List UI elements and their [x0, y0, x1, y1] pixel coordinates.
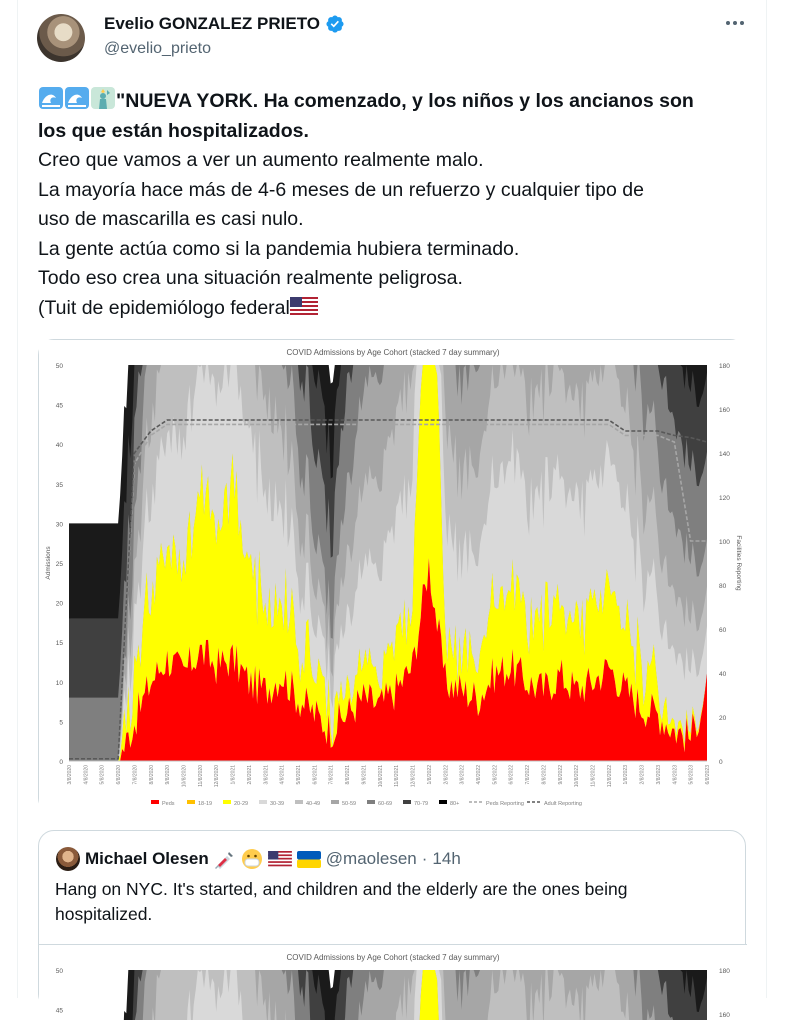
- y2-tick-label: 180: [719, 968, 730, 975]
- y2-tick-label: 100: [719, 539, 730, 546]
- statue-of-liberty-emoji-icon: [90, 86, 116, 110]
- chart-title: COVID Admissions by Age Cohort (stacked 7 day summary): [286, 348, 500, 357]
- legend-label: 18-19: [198, 801, 213, 807]
- x-tick-label: 12/8/2020: [214, 765, 221, 788]
- x-tick-label: 3/8/2020: [67, 765, 73, 785]
- more-options-icon[interactable]: [722, 12, 748, 34]
- tweet-line: [38, 294, 758, 324]
- covid-admissions-chart-preview: [39, 945, 747, 1019]
- x-tick-label: 2/8/2023: [639, 765, 646, 785]
- quoted-author-avatar: [56, 847, 80, 871]
- x-tick-label: 8/8/2022: [541, 765, 548, 785]
- y-tick-label: 20: [55, 600, 63, 608]
- ukraine-flag-emoji-icon: [297, 851, 321, 868]
- legend-swatch: [439, 800, 447, 804]
- legend-label: 80+: [450, 801, 460, 807]
- legend-label: 70-79: [414, 801, 429, 807]
- y-tick-label: 15: [55, 640, 63, 648]
- x-tick-label: 7/8/2021: [328, 765, 335, 785]
- x-tick-label: 8/8/2020: [148, 765, 155, 785]
- y2-tick-label: 140: [719, 451, 730, 458]
- mask-emoji-icon: [241, 848, 263, 870]
- x-tick-label: 5/8/2020: [99, 765, 106, 785]
- quoted-tweet[interactable]: [38, 830, 746, 1019]
- chart-preview-inner: [39, 945, 747, 1020]
- legend-swatch: [187, 800, 195, 804]
- tweet-media-chart[interactable]: [38, 339, 746, 814]
- x-tick-label: 11/8/2020: [197, 765, 204, 787]
- legend-swatch: [331, 800, 339, 804]
- x-tick-label: 1/8/2022: [426, 765, 433, 785]
- author-handle[interactable]: @evelio_prieto: [104, 40, 211, 57]
- legend-swatch: [403, 800, 411, 804]
- legend-label: Peds Reporting: [486, 801, 524, 807]
- y-tick-label: 5: [59, 719, 63, 727]
- legend-label: 60-69: [378, 801, 393, 807]
- x-tick-label: 6/8/2023: [705, 765, 711, 785]
- x-tick-label: 10/8/2022: [574, 765, 581, 788]
- y2-tick-label: 180: [719, 363, 730, 370]
- y2-tick-label: 60: [719, 627, 727, 634]
- x-tick-label: 5/8/2021: [296, 765, 303, 785]
- y2-tick-label: 40: [719, 671, 727, 678]
- quoted-author-name: Michael Olesen: [85, 849, 209, 868]
- author-display-name[interactable]: Evelio GONZALEZ PRIETO: [104, 14, 320, 33]
- y-axis-label: Admissions: [45, 546, 52, 580]
- y-tick-label: 35: [55, 481, 63, 489]
- x-tick-label: 9/8/2020: [165, 765, 172, 785]
- quoted-tweet-header: [85, 848, 461, 870]
- x-tick-label: 12/8/2021: [410, 765, 417, 788]
- x-tick-label: 11/8/2022: [590, 765, 597, 787]
- legend-swatch: [259, 800, 267, 804]
- x-tick-label: 9/8/2022: [557, 765, 564, 785]
- quoted-tweet-text: Hang on NYC. It's started, and children and the elderly are the ones being hospitalized.: [55, 879, 628, 924]
- quoted-timestamp: 14h: [432, 849, 461, 868]
- legend-label: Peds: [162, 801, 175, 807]
- legend-swatch: [223, 800, 231, 804]
- tweet-line: Todo eso crea una situación realmente peligrosa.: [38, 267, 463, 289]
- y-tick-label: 50: [55, 968, 63, 975]
- legend-label: 20-29: [234, 801, 249, 807]
- y-tick-label: 10: [55, 679, 63, 687]
- x-tick-label: 7/8/2020: [132, 765, 139, 785]
- y2-tick-label: 80: [719, 583, 727, 590]
- tweet-line: Creo que vamos a ver un aumento realmente malo.: [38, 149, 484, 171]
- y2-tick-label: 160: [719, 407, 730, 414]
- x-tick-label: 8/8/2021: [345, 765, 352, 785]
- us-flag-emoji-icon: [290, 297, 318, 317]
- x-tick-label: 10/8/2021: [377, 765, 384, 788]
- x-tick-label: 1/8/2023: [623, 765, 630, 785]
- x-tick-label: 3/8/2021: [263, 765, 270, 785]
- y-tick-label: 40: [55, 442, 63, 450]
- timeline-border-right: [766, 0, 767, 998]
- timeline-border-left: [17, 0, 18, 998]
- y-tick-label: 45: [55, 1007, 63, 1015]
- legend-swatch: [295, 800, 303, 804]
- x-tick-label: 4/8/2022: [475, 765, 482, 785]
- tweet-text: [38, 86, 758, 323]
- syringe-emoji-icon: [214, 849, 236, 869]
- covid-admissions-chart: [39, 340, 747, 815]
- x-tick-label: 6/8/2020: [116, 765, 123, 785]
- x-tick-label: 4/8/2021: [279, 765, 286, 785]
- tweet-line: La gente actúa como si la pandemia hubiera terminado.: [38, 237, 520, 260]
- quoted-tweet-media-chart: [39, 944, 747, 1019]
- y-tick-label: 0: [59, 759, 63, 766]
- x-tick-label: 3/8/2023: [655, 765, 662, 785]
- legend-label: 40-49: [306, 801, 321, 807]
- x-tick-label: 9/8/2021: [361, 765, 368, 785]
- y2-tick-label: 160: [719, 1012, 730, 1019]
- x-tick-label: 11/8/2021: [394, 765, 401, 787]
- tweet-line: los que están hospitalizados.: [38, 119, 309, 142]
- tweet-line-text: "NUEVA YORK. Ha comenzado, y los niños y los ancianos son: [116, 90, 694, 112]
- x-tick-label: 2/8/2022: [443, 765, 450, 785]
- y-tick-label: 50: [55, 363, 63, 370]
- legend-label: Adult Reporting: [544, 801, 582, 807]
- us-flag-emoji-icon: [268, 851, 292, 868]
- y2-tick-label: 0: [719, 759, 723, 766]
- quoted-separator: ·: [421, 849, 428, 868]
- x-tick-label: 7/8/2022: [525, 765, 532, 785]
- x-tick-label: 5/8/2023: [688, 765, 695, 785]
- y2-tick-label: 20: [719, 715, 727, 722]
- author-name-row[interactable]: [104, 14, 345, 34]
- x-tick-label: 5/8/2022: [492, 765, 499, 785]
- x-tick-label: 1/8/2021: [230, 765, 237, 785]
- chart-preview-group: [39, 945, 747, 1020]
- wave-emoji-icon: [64, 86, 90, 110]
- y-tick-label: 25: [55, 561, 63, 568]
- x-tick-label: 3/8/2022: [459, 765, 466, 785]
- chart-title: COVID Admissions by Age Cohort (stacked 7 day summary): [286, 953, 500, 962]
- legend-label: 50-59: [342, 801, 357, 807]
- legend-label: 30-39: [270, 801, 285, 807]
- tweet-line: [38, 86, 758, 117]
- y-tick-label: 45: [55, 402, 63, 410]
- legend-swatch: [151, 800, 159, 804]
- y2-tick-label: 120: [719, 495, 730, 502]
- tweet-line: uso de mascarilla es casi nulo.: [38, 208, 304, 230]
- legend-swatch: [367, 800, 375, 804]
- x-tick-label: 2/8/2021: [246, 765, 253, 785]
- x-tick-label: 10/8/2020: [181, 765, 188, 788]
- y-tick-label: 30: [55, 521, 63, 529]
- quoted-author-handle: @maolesen: [325, 849, 417, 868]
- y2-axis-label: Facilities Reporting: [735, 535, 742, 591]
- x-tick-label: 4/8/2023: [672, 765, 679, 785]
- author-avatar[interactable]: [37, 14, 85, 62]
- verified-badge-icon: [325, 14, 345, 34]
- x-tick-label: 12/8/2022: [606, 765, 613, 788]
- wave-emoji-icon: [38, 86, 64, 110]
- tweet-line-text: (Tuit de epidemiólogo federal: [38, 296, 290, 319]
- x-tick-label: 6/8/2022: [508, 765, 515, 785]
- tweet-line: La mayoría hace más de 4-6 meses de un refuerzo y cualquier tipo de: [38, 178, 644, 201]
- x-tick-label: 4/8/2020: [83, 765, 90, 785]
- x-tick-label: 6/8/2021: [312, 765, 319, 785]
